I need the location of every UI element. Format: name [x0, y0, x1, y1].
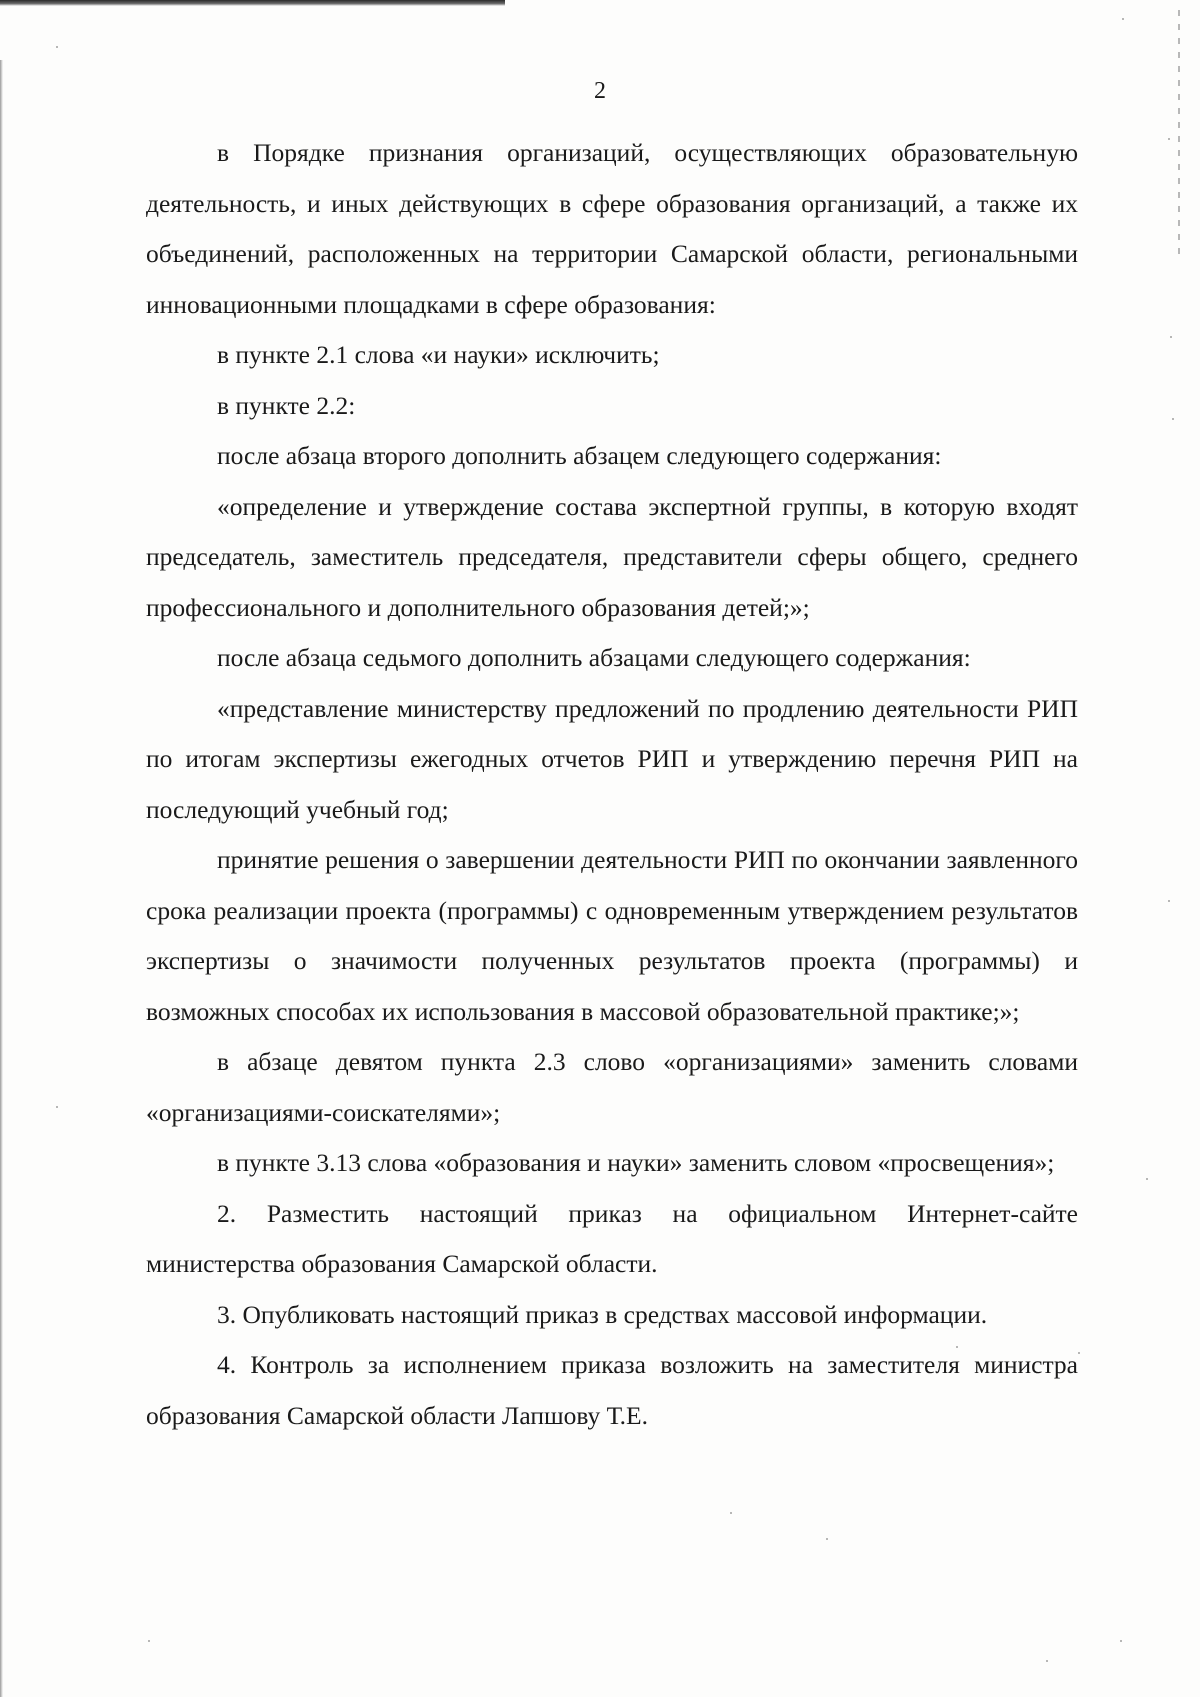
paragraph-expert-group: «определение и утверждение состава экспертной группы, в которую входят председатель, заместитель председателя, представители сферы общего, среднего профессионального и дополнительного образования детей;»; — [146, 491, 1078, 622]
scan-edge-top — [0, 0, 505, 6]
document-body — [146, 128, 1078, 1441]
paragraph-clause-2-2: в пункте 2.2: — [217, 390, 356, 420]
scan-speck — [1078, 1352, 1080, 1354]
scan-speck — [1146, 1178, 1148, 1180]
paragraph-clause-2-1: в пункте 2.1 слова «и науки» исключить; — [217, 340, 660, 369]
scan-edge-right — [1178, 10, 1180, 260]
scan-speck — [1122, 18, 1124, 20]
scan-speck — [1046, 1660, 1048, 1662]
paragraph-clause-2-3: в абзаце девятом пункта 2.3 слово «организациями» заменить словами «организациями-соискателями»; — [146, 1047, 1078, 1127]
page-number: 2 — [594, 78, 606, 104]
scan-speck — [1172, 418, 1174, 420]
paragraph-clause-3-13: в пункте 3.13 слова «образования и науки» заменить словом «просвещения»; — [217, 1148, 1055, 1177]
paragraph-item-3: 3. Опубликовать настоящий приказ в средствах массовой информации. — [217, 1299, 988, 1329]
scan-speck — [826, 1538, 828, 1540]
scan-speck — [1168, 138, 1170, 140]
scan-speck — [730, 1512, 732, 1514]
scan-speck — [56, 1106, 58, 1108]
paragraph-procedure-intro: в Порядке признания организаций, осуществляющих образовательную деятельность, и иных действующих в сфере образования организаций, а также их объединений, расположенных на территории Самарской области, региональными инновационными площадками в сфере образования: — [146, 138, 1078, 319]
scan-speck — [148, 1640, 150, 1642]
scan-speck — [1170, 336, 1172, 338]
scan-speck — [56, 46, 58, 48]
scan-edge-left — [0, 60, 3, 1697]
paragraph-proposals: «представление министерству предложений по продлению деятельности РИП по итогам экспертизы ежегодных отчетов РИП и утверждению перечня РИП на последующий учебный год; — [146, 693, 1078, 824]
paragraph-item-2: 2. Разместить настоящий приказ на официальном Интернет-сайте министерства образования Самарской области. — [146, 1198, 1078, 1278]
paragraph-after-second: после абзаца второго дополнить абзацем следующего содержания: — [217, 441, 942, 470]
paragraph-decision: принятие решения о завершении деятельности РИП по окончании заявленного срока реализации проекта (программы) с одновременным утверждением результатов экспертизы о значимости полученных результатов проекта (программы) и возможных способах их использования в массовой образовательной практике;»; — [146, 845, 1078, 1026]
paragraph-item-4: 4. Контроль за исполнением приказа возложить на заместителя министра образования Самарской области Лапшову Т.Е. — [146, 1350, 1078, 1430]
scan-speck — [1168, 900, 1170, 902]
paragraph-after-seventh: после абзаца седьмого дополнить абзацами следующего содержания: — [217, 643, 971, 672]
scan-speck — [1120, 1640, 1122, 1642]
